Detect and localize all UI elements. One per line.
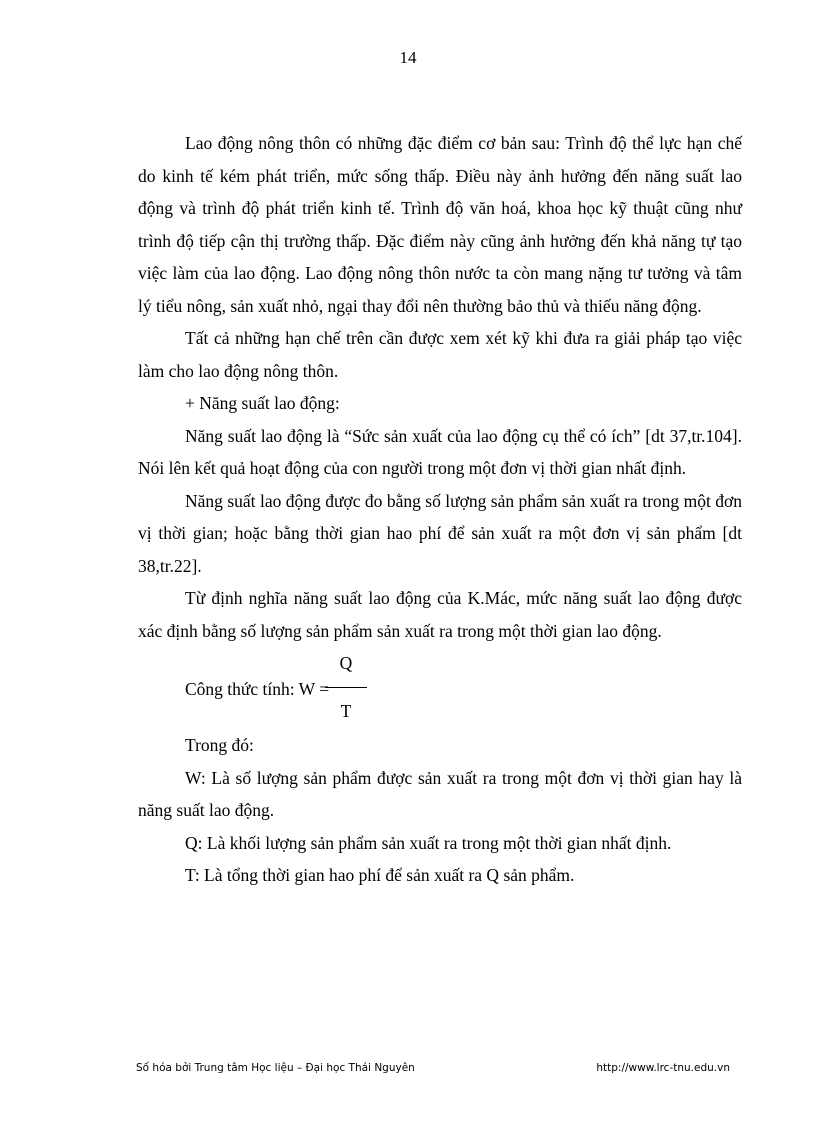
legend-item: W: Là số lượng sản phẩm được sản xuất ra trong một đơn vị thời gian hay là năng suất lao động. — [138, 767, 742, 820]
legend-intro: Trong đó: — [185, 735, 254, 755]
formula-fraction — [325, 647, 367, 729]
footer-source: Số hóa bởi Trung tâm Học liệu – Đại học Thái Nguyên — [136, 1062, 415, 1074]
formula — [138, 647, 742, 729]
legend-item: Q: Là khối lượng sản phẩm sản xuất ra trong một thời gian nhất định. — [185, 832, 672, 853]
formula-label: Công thức tính: W = — [185, 679, 330, 699]
paragraph: Năng suất lao động là “Sức sản xuất của lao động cụ thể có ích” [dt 37,tr.104]. Nói lên kết quả hoạt động của con người trong một đơn vị thời gian nhất định. — [138, 425, 742, 478]
paragraph: Từ định nghĩa năng suất lao động của K.Mác, mức năng suất lao động được xác định bằng số lượng sản phẩm sản xuất ra trong một thời gian lao động. — [138, 588, 742, 641]
legend-item: T: Là tổng thời gian hao phí để sản xuất ra Q sản phẩm. — [185, 865, 575, 885]
footer — [136, 1062, 730, 1074]
formula-denominator: T — [340, 701, 352, 721]
paragraph: Năng suất lao động được đo bằng số lượng sản phẩm sản xuất ra trong một đơn vị thời gian; hoặc bằng thời gian hao phí để sản xuất ra một đơn vị sản phẩm [dt 38,tr.22]. — [138, 490, 742, 576]
paragraph: Tất cả những hạn chế trên cần được xem xét kỹ khi đưa ra giải pháp tạo việc làm cho lao động nông thôn. — [138, 328, 742, 381]
formula-numerator: Q — [339, 653, 353, 673]
body-text — [138, 127, 742, 892]
page-number: 14 — [399, 48, 417, 67]
footer-url: http://www.lrc-tnu.edu.vn — [596, 1062, 730, 1074]
fraction-bar — [325, 687, 367, 688]
paragraph: + Năng suất lao động: — [185, 393, 340, 413]
paragraph: Lao động nông thôn có những đặc điểm cơ bản sau: Trình độ thể lực hạn chế do kinh tế kém phát triển, mức sống thấp. Điều này ảnh hưởng đến năng suất lao động và trình độ phát triển kinh tế. Trình độ văn hoá, khoa học kỹ thuật cũng như trình độ tiếp cận thị trường thấp. Đặc điểm này cũng ảnh hưởng đến khả năng tự tạo việc làm của lao động. Lao động nông thôn nước ta còn mang nặng tư tưởng và tâm lý tiểu nông, sản xuất nhỏ, ngại thay đổi nên thường bảo thủ và thiếu năng động. — [138, 133, 742, 316]
